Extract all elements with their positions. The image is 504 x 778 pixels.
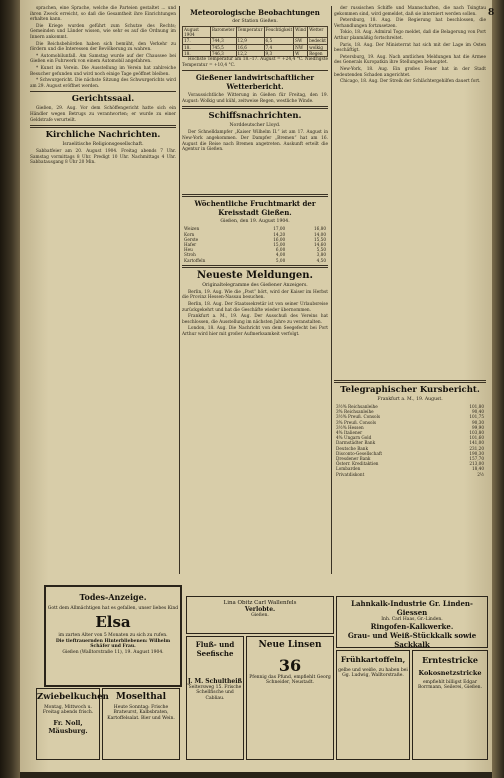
stock-row-cell: 2½ bbox=[477, 471, 484, 477]
market-row-cell: 5,00 bbox=[275, 257, 286, 263]
stock-row-cell: 101,80 bbox=[469, 404, 484, 409]
linsen-number: 36 bbox=[278, 656, 302, 675]
weather-row-cell: August 1904 bbox=[183, 27, 211, 38]
ad-fruehkartoffeln bbox=[336, 650, 410, 760]
market-row-cell: 17,00 bbox=[273, 226, 286, 232]
news-paragraph: Berlin, 19. Aug. Wie die „Post“ hört, wird der Kaiser im Herbst die Provinz Hessen-Nassau besuchen. bbox=[182, 289, 328, 301]
market-row-cell: Korn bbox=[184, 231, 195, 237]
article-paragraph: New-York, 18. Aug. Ein großes Feuer hat in der Stadt bedeutenden Schaden angerichtet. bbox=[334, 66, 486, 78]
article-paragraph: der russischen Schiffe und Mannschaften, die nach Tsingtau gekommen sind, wird gemeldet, daß sie interniert werden sollen. bbox=[334, 6, 486, 17]
todes-date: Gießen (Walltorstraße 11), 19. August 1904. bbox=[62, 649, 164, 655]
telegraph-heading: Telegraphischer Kursbericht. bbox=[340, 385, 480, 395]
stock-row-cell: 90,40 bbox=[472, 409, 484, 415]
shipping-heading: Schiffsnachrichten. bbox=[208, 111, 302, 122]
stock-row-cell: 3½% Preuß. Consols bbox=[336, 414, 381, 420]
weather-row-cell: Regen bbox=[308, 50, 328, 56]
article-paragraph: Petersburg, 18. Aug. Die Regierung hat beschlossen, die Verhandlungen fortzusetzen. bbox=[334, 18, 486, 29]
stock-row-cell: 101,60 bbox=[469, 435, 484, 441]
article-paragraph: Paris, 18. Aug. Der Ministerrat hat sich mit der Lage im Osten beschäftigt. bbox=[334, 42, 486, 54]
market-row-cell: 5,50 bbox=[316, 247, 326, 253]
shipping-subheading: Norddeutscher Lloyd. bbox=[229, 123, 281, 129]
article-paragraph: Tokio, 18. Aug. Admiral Togo meldet, daß die Belagerung von Port Arthur planmäßig fortschreitet. bbox=[334, 30, 486, 41]
market-row-cell: 15,00 bbox=[273, 242, 286, 247]
market-row-cell: 6,00 bbox=[275, 247, 286, 253]
weather-row bbox=[183, 27, 328, 38]
stock-row-cell: 3% Reichsanleihe bbox=[336, 409, 374, 415]
fische-text: Seltersweg 15. Frische Schellfische und Cabliau. bbox=[188, 685, 242, 701]
column-rule-1 bbox=[179, 6, 180, 574]
stock-row-cell: Deutsche Bank bbox=[336, 445, 369, 451]
ad-erntestricke bbox=[412, 650, 488, 760]
lahnkalk-product: Ringofen-Kalkwerke. bbox=[370, 622, 454, 632]
market-subheading: Gießen, den 19. August 1904. bbox=[220, 219, 290, 225]
stock-row-cell: 99,90 bbox=[472, 424, 484, 430]
kirchliche-subheading: Israelitische Religionsgesellschaft. bbox=[62, 142, 144, 148]
obitz-title: Verlobte. bbox=[244, 606, 276, 614]
news-body bbox=[182, 290, 328, 440]
fische-heading: Fluß- und Seefische bbox=[195, 640, 235, 658]
weather-note: Höchste Temperatur am 18.–17. August = +24,4 °C. Niedrigste Temperatur = +10,4 °C. bbox=[182, 57, 328, 68]
stock-row-cell: Darmstädter Bank bbox=[336, 440, 376, 446]
column-3 bbox=[334, 6, 486, 477]
weather-row-cell: 17. bbox=[183, 38, 211, 44]
article-paragraph: * Schwurgericht. Die nächste Sitzung des Schwurgerichts wird am 29. August eröffnet werden. bbox=[30, 78, 176, 89]
column-rule-2 bbox=[331, 6, 332, 574]
weather-row-cell: 18. bbox=[183, 44, 211, 50]
news-paragraph: Berlin, 18. Aug. Der Staatssekretär ist von seiner Urlaubsreise zurückgekehrt und hat die Geschäfte wieder übernommen. bbox=[182, 302, 328, 313]
ad-lina-obitz bbox=[186, 596, 334, 634]
ad-fluss-seefische bbox=[186, 636, 244, 760]
stock-row-cell: Disconto-Gesellschaft bbox=[336, 450, 383, 456]
page-number: 8 bbox=[488, 8, 495, 18]
gerichtssaal-heading: Gerichtssaal. bbox=[71, 94, 135, 105]
stock-row-cell: 3½% Reichsanleihe bbox=[336, 404, 378, 409]
zwiebel-heading: Zwiebelkuchen bbox=[37, 692, 109, 702]
page-edge bbox=[492, 0, 504, 778]
article-paragraph: Die Reichsbehörden haben sich bemüht, den Verkehr zu fördern und die Interessen der Bevölkerung zu wahren. bbox=[30, 41, 176, 53]
market-row-cell: 14,00 bbox=[314, 231, 326, 237]
weather-row-cell: 746,3 bbox=[210, 50, 236, 56]
ernte-text: empfiehlt billigst Edgar Borrmann, Seilerei, Gießen. bbox=[417, 680, 483, 691]
ad-neue-linsen bbox=[246, 636, 334, 760]
zwiebel-owner: Fr. Noll, Mäusburg. bbox=[48, 718, 88, 735]
article-paragraph: * Kunst im Verein. Die Ausstellung im Verein hat zahlreiche Besucher gefunden und wird noch einige Tage geöffnet bleiben. bbox=[30, 65, 176, 77]
market-row-cell: 16,00 bbox=[273, 236, 286, 242]
weather-heading: Meteorologische Beobachtungen bbox=[190, 8, 320, 17]
weather-row-cell: Wind bbox=[294, 27, 308, 38]
weather-row-cell: Feuchtigkeit bbox=[264, 27, 294, 38]
stock-table bbox=[334, 404, 486, 477]
todes-text: Gott dem Allmächtigen hat es gefallen, unser liebes Kind bbox=[47, 606, 179, 611]
stock-row-cell: Österr. Kreditaktien bbox=[336, 461, 379, 467]
telegraph-subheading: Frankfurt a. M., 19. August. bbox=[377, 397, 443, 402]
weather-row-cell: 12,2 bbox=[236, 50, 264, 56]
market-row-cell: 16,80 bbox=[314, 226, 326, 232]
obitz-place: Gießen. bbox=[251, 613, 269, 619]
market-row-cell: Stroh bbox=[184, 252, 196, 258]
news-paragraph: Frankfurt a. M., 19. Aug. Der Ausschuß des Vereins hat beschlossen, die Ausstellung im nächsten Jahre zu veranstalten. bbox=[182, 314, 328, 325]
market-row-cell: Hafer bbox=[184, 242, 197, 247]
stock-row-cell: 157,70 bbox=[469, 456, 484, 462]
stock-row-cell: 141,00 bbox=[469, 440, 484, 446]
stock-row-cell: 103,80 bbox=[469, 430, 484, 436]
stock-row-cell: 190,30 bbox=[469, 450, 484, 456]
forecast-heading: Gießener landwirtschaftlicher Wetterbericht. bbox=[195, 73, 315, 92]
stock-row bbox=[334, 472, 486, 477]
stock-row-cell: 231,20 bbox=[469, 445, 484, 451]
market-row-cell: 4,00 bbox=[275, 252, 286, 258]
news-subheading: Originaltelegramme des Gießener Anzeigers. bbox=[202, 282, 308, 288]
ad-lahnkalk bbox=[336, 596, 488, 648]
weather-row-cell: 744,3 bbox=[210, 38, 236, 44]
linsen-heading: Neue Linsen bbox=[258, 640, 322, 650]
article-paragraph: Chicago, 18. Aug. Der Streik der Schlächtergehilfen dauert fort. bbox=[340, 79, 481, 85]
stock-row-cell: 3½% Hessen bbox=[336, 424, 364, 430]
weather-row-cell: W bbox=[294, 50, 308, 56]
news-heading: Neueste Meldungen. bbox=[196, 269, 314, 281]
weather-row-cell: 12,9 bbox=[236, 38, 264, 44]
todes-name: Elsa bbox=[95, 613, 131, 632]
zwiebel-text: Montag, Mittwoch u. Freitag abends frisch. bbox=[42, 705, 94, 716]
weather-row-cell: bedeckt bbox=[309, 38, 326, 44]
market-row-cell: Kartoffeln bbox=[184, 257, 206, 263]
news-paragraph: London, 18. Aug. Die Nachricht von dem Seegefecht bei Port Arthur wird hier mit großer Aufmerksamkeit verfolgt. bbox=[182, 326, 328, 337]
weather-row-cell: Wetter bbox=[308, 27, 328, 38]
lahnkalk-sub: Inh. Carl Haas, Gr.-Linden. bbox=[381, 617, 443, 622]
column-1-body bbox=[30, 6, 176, 89]
stock-row-cell: 4% Ungarn Gold bbox=[336, 435, 372, 441]
market-row-cell: 3,80 bbox=[316, 252, 326, 258]
ernte-sub: Kokosnetzstricke bbox=[418, 669, 482, 677]
fische-firm: J. M. Schultheiß bbox=[187, 678, 243, 685]
stock-row-cell: 18,40 bbox=[472, 466, 484, 472]
weather-row-cell: NW bbox=[294, 44, 308, 50]
weather-row bbox=[183, 50, 328, 56]
market-heading: Wöchentliche Fruchtmarkt der Kreisstadt Gießen. bbox=[194, 199, 316, 218]
weather-row-cell: 6,5 bbox=[264, 38, 294, 44]
todes-text-2: im zarten Alter von 5 Monaten zu sich zu rufen. bbox=[58, 633, 168, 639]
stock-row-cell: 3% Preuß. Consols bbox=[336, 419, 377, 425]
weather-row-cell: 16,6 bbox=[236, 44, 264, 50]
kartoffel-text: gelbe und weiße, zu haben bei Gg. Ludwig, Walltorstraße. bbox=[338, 668, 408, 679]
market-row bbox=[182, 258, 328, 263]
article-paragraph: sprachen, eine Sprache, welche die Parteien gestaltet ... und ihren Zweck erreicht, so daß die Gesamtheit ihre Einrichtungen erhalten kann. bbox=[30, 6, 176, 23]
stock-row-cell: 90,30 bbox=[472, 419, 484, 425]
stock-row-cell: 213,00 bbox=[469, 461, 484, 467]
stock-row-cell: 4% Italiener bbox=[336, 430, 363, 436]
stock-row-cell: Lombarden bbox=[336, 466, 361, 472]
market-row-cell: Heu bbox=[184, 247, 193, 253]
todes-heading: Todes-Anzeige. bbox=[79, 592, 147, 602]
lahnkalk-heading: Lahnkalk-Industrie Gr. Linden-Giessen bbox=[351, 599, 473, 617]
ad-todes-anzeige bbox=[44, 585, 182, 687]
lahnkalk-product-2: Grau- und Weiß-Stückkalk sowie Sackkalk bbox=[347, 631, 477, 650]
column-2 bbox=[182, 6, 328, 440]
ad-mosel-thal bbox=[102, 688, 180, 760]
market-row-cell: 14,20 bbox=[273, 231, 286, 237]
kirchliche-heading: Kirchliche Nachrichten. bbox=[45, 130, 161, 141]
kirchliche-text: Sabbatfeier am 20. August 1904. Freitag abends 7 Uhr. Samstag vormittags 8 Uhr. Predigt 10 Uhr. Nachmittags 4 Uhr. Sabbatausgang 8 Uhr 20 Min. bbox=[30, 149, 176, 166]
kartoffel-heading: Frühkartoffeln, bbox=[340, 655, 406, 664]
stock-row-cell: Privatdiskont bbox=[336, 471, 365, 477]
mosel-heading: Moselthal bbox=[115, 692, 167, 702]
obitz-names: Lina Obitz Carl Wallenfels bbox=[223, 600, 297, 606]
weather-row-cell: SW bbox=[294, 38, 308, 44]
weather-row-cell: 7,4 bbox=[264, 44, 294, 50]
shipping-text: Der Schnelldampfer „Kaiser Wilhelm II.“ ist am 17. August in New-York angekommen. Der Dampfer „Bremen“ hat am 16. August die Reise nach Bremen angetreten. Auskunft erteilt die Agentur in Gießen. bbox=[182, 130, 328, 153]
weather-row-cell: Temperatur bbox=[236, 27, 264, 38]
linsen-text: Pfennig das Pfund, empfiehlt Georg Schneider, Neustadt. bbox=[249, 675, 331, 686]
market-row-cell: 4,50 bbox=[316, 257, 326, 263]
market-table bbox=[182, 226, 328, 262]
market-row-cell: Gerste bbox=[184, 236, 199, 242]
column-1 bbox=[30, 6, 176, 190]
market-row-cell: 14,60 bbox=[314, 242, 326, 247]
forecast-text: Voraussichtliche Witterung in Gießen für Freitag, den 19. August: Wolkig und kühl, zeitweise Regen, westliche Winde. bbox=[182, 93, 328, 104]
weather-subheading: der Station Gießen. bbox=[232, 19, 278, 24]
book-gutter bbox=[0, 0, 20, 778]
weather-row-cell: Barometer bbox=[210, 27, 236, 38]
weather-row-cell: 18. bbox=[183, 50, 211, 56]
weather-row-cell: wolkig bbox=[308, 44, 328, 50]
stock-row-cell: Dresdener Bank bbox=[336, 456, 371, 462]
column-3-body bbox=[334, 6, 486, 378]
weather-table bbox=[182, 26, 328, 57]
article-paragraph: Die Kriege wurden geführt zum Schutze des Rechts; Gemeinden und Länder wissen, wie sehr es auf die Ordnung im Innern ankommt. bbox=[30, 23, 176, 40]
article-paragraph: Petersburg, 19. Aug. Nach amtlichen Meldungen hat die Armee des Generals Kuropatkin ihre Stellungen behauptet. bbox=[334, 54, 486, 66]
weather-row-cell: 745,5 bbox=[210, 44, 236, 50]
gerichtssaal-text: Gießen, 29. Aug. Vor dem Schöffengericht hatte sich ein Händler wegen Betrugs zu verantworten; er wurde zu einer Geldstrafe verurteilt. bbox=[30, 106, 176, 123]
market-row-cell: 15,50 bbox=[314, 236, 326, 242]
weather-row-cell: 9,3 bbox=[264, 50, 294, 56]
todes-signature: Die tieftrauernden Hinterbliebenen: Wilhelm Schäfer und Frau. bbox=[55, 638, 171, 650]
mosel-text: Heute Sonntag: Frische Bratwurst, Kalbsbraten, Kartoffelsalat. Bier und Wein. bbox=[107, 705, 175, 721]
ernte-heading: Erntestricke bbox=[422, 655, 478, 665]
article-paragraph: * Automobilunfall. Am Samstag wurde auf der Chaussee bei Gießen ein Fuhrwerk von einem Automobil angefahren. bbox=[30, 53, 176, 65]
stock-row-cell: 101,75 bbox=[469, 414, 484, 420]
market-row-cell: Weizen bbox=[184, 226, 200, 232]
ad-zwiebelkuchen bbox=[36, 688, 109, 760]
